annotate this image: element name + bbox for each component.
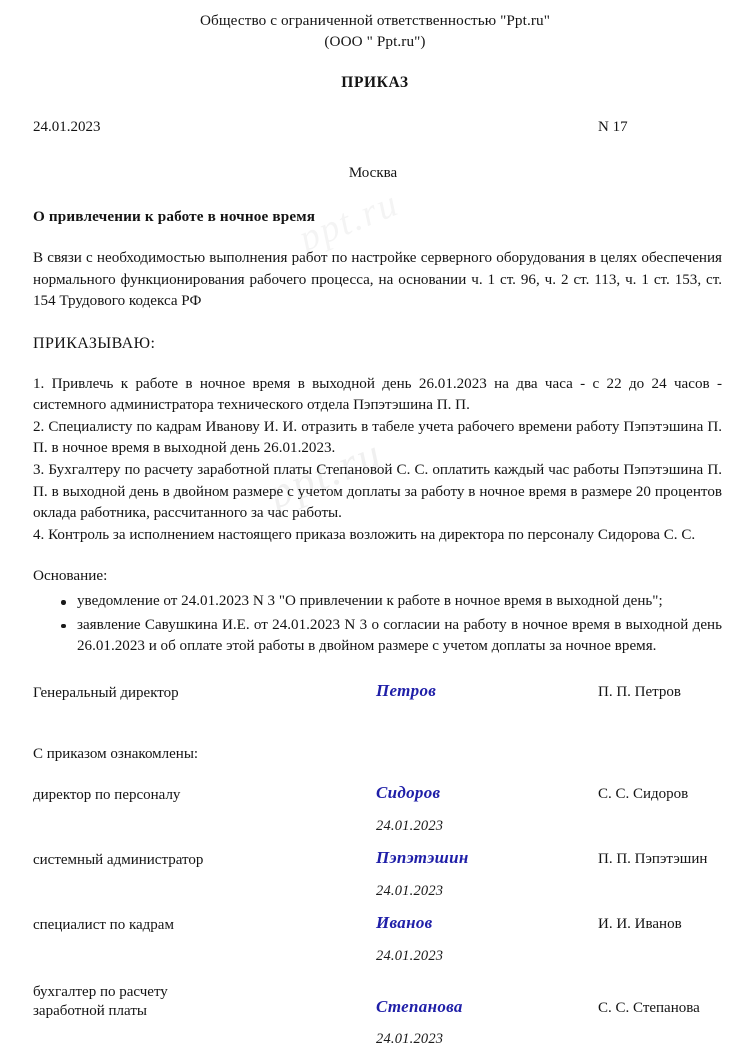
signature-date: 24.01.2023 bbox=[376, 817, 444, 834]
signatory-role: Генеральный директор bbox=[33, 684, 179, 701]
organization-header bbox=[0, 0, 750, 52]
signature-row-sysadmin bbox=[0, 847, 750, 883]
signatory-name: И. И. Иванов bbox=[598, 915, 682, 932]
handwritten-signature: Пэпэтэшин bbox=[376, 847, 469, 867]
watermark-text: ppt.ru bbox=[260, 428, 390, 519]
signature-row-hr-director bbox=[0, 782, 750, 818]
signature-row-director bbox=[0, 680, 750, 728]
order-clause: 3. Бухгалтеру по расчету заработной платы Степановой С. С. оплатить каждый час работы Пэпэтэшина П. П. в выходной день в двойном размере с учетом доплаты за работу в ночное время в размере 20 процентов оклада работника, рассчитанного за час работы. bbox=[33, 461, 722, 522]
document-date: 24.01.2023 bbox=[33, 119, 101, 136]
signature-date: 24.01.2023 bbox=[376, 1030, 444, 1047]
basis-list-item: заявление Савушкина И.Е. от 24.01.2023 N 3 о согласии на работу в ночное время в выходной день 26.01.2023 и об оплате этой работы в двойном размере с учетом доплаты за ночное время. bbox=[77, 615, 722, 658]
handwritten-signature: Иванов bbox=[376, 912, 433, 932]
signature-date-row bbox=[0, 883, 750, 911]
signatory-name: П. П. Пэпэтэшин bbox=[598, 850, 708, 867]
order-clause: 2. Специалисту по кадрам Иванову И. И. отразить в табеле учета рабочего времени работу Пэпэтэшина П. П. в ночное время в выходной день 26.01.2023. bbox=[33, 418, 722, 457]
handwritten-signature: Петров bbox=[376, 680, 437, 700]
signatory-name: С. С. Степанова bbox=[598, 999, 700, 1016]
signature-date-row bbox=[0, 948, 750, 976]
signatory-role: директор по персоналу bbox=[33, 786, 181, 803]
order-clauses bbox=[0, 374, 750, 547]
document-type-title: ПРИКАЗ bbox=[341, 74, 409, 92]
acquaintance-label: С приказом ознакомлены: bbox=[33, 745, 199, 762]
order-clause: 4. Контроль за исполнением настоящего приказа возложить на директора по персоналу Сидорова С. С. bbox=[33, 526, 696, 543]
signatory-role: системный администратор bbox=[33, 851, 204, 868]
signatory-role-line2: заработной платы bbox=[33, 1003, 147, 1020]
signatory-role-line1: бухгалтер по расчету bbox=[33, 983, 168, 1000]
signature-row-payroll-accountant bbox=[0, 983, 750, 1019]
signature-date-row bbox=[0, 818, 750, 846]
signatory-name: С. С. Сидоров bbox=[598, 785, 689, 802]
handwritten-signature: Сидоров bbox=[376, 782, 441, 802]
document-city: Москва bbox=[348, 165, 398, 182]
organization-short-name: (ООО " Ppt.ru") bbox=[324, 32, 426, 50]
signature-date-row bbox=[0, 1031, 750, 1059]
signature-block bbox=[0, 680, 750, 1059]
order-keyword: ПРИКАЗЫВАЮ: bbox=[33, 334, 156, 352]
document-preamble: В связи с необходимостью выполнения работ по настройке серверного оборудования в целях обеспечения нормального функционирования рабочего процесса, на основании ч. 1 ст. 96, ч. 2 ст. 113, ч. 1 ст. 153, ст. 154 Трудового кодекса РФ bbox=[33, 250, 722, 310]
order-clause: 1. Привлечь к работе в ночное время в выходной день 26.01.2023 на два часа - с 22 до 24 часов - системного администратора технического отдела Пэпэтэшина П. П. bbox=[33, 375, 722, 414]
signatory-role: специалист по кадрам bbox=[33, 916, 174, 933]
document-meta-row bbox=[0, 119, 750, 141]
handwritten-signature: Степанова bbox=[376, 996, 463, 1016]
document-subject: О привлечении к работе в ночное время bbox=[33, 208, 316, 226]
signature-date: 24.01.2023 bbox=[376, 882, 444, 899]
basis-list bbox=[0, 591, 722, 658]
signature-date: 24.01.2023 bbox=[376, 947, 444, 964]
signatory-name: П. П. Петров bbox=[598, 683, 681, 700]
basis-label: Основание: bbox=[33, 567, 108, 585]
basis-list-item: уведомление от 24.01.2023 N 3 "О привлечении к работе в ночное время в выходной день"; bbox=[77, 591, 722, 613]
signatory-role bbox=[33, 983, 333, 1021]
document-number: N 17 bbox=[598, 119, 628, 136]
organization-full-name: Общество с ограниченной ответственностью "Ppt.ru" bbox=[199, 12, 550, 29]
